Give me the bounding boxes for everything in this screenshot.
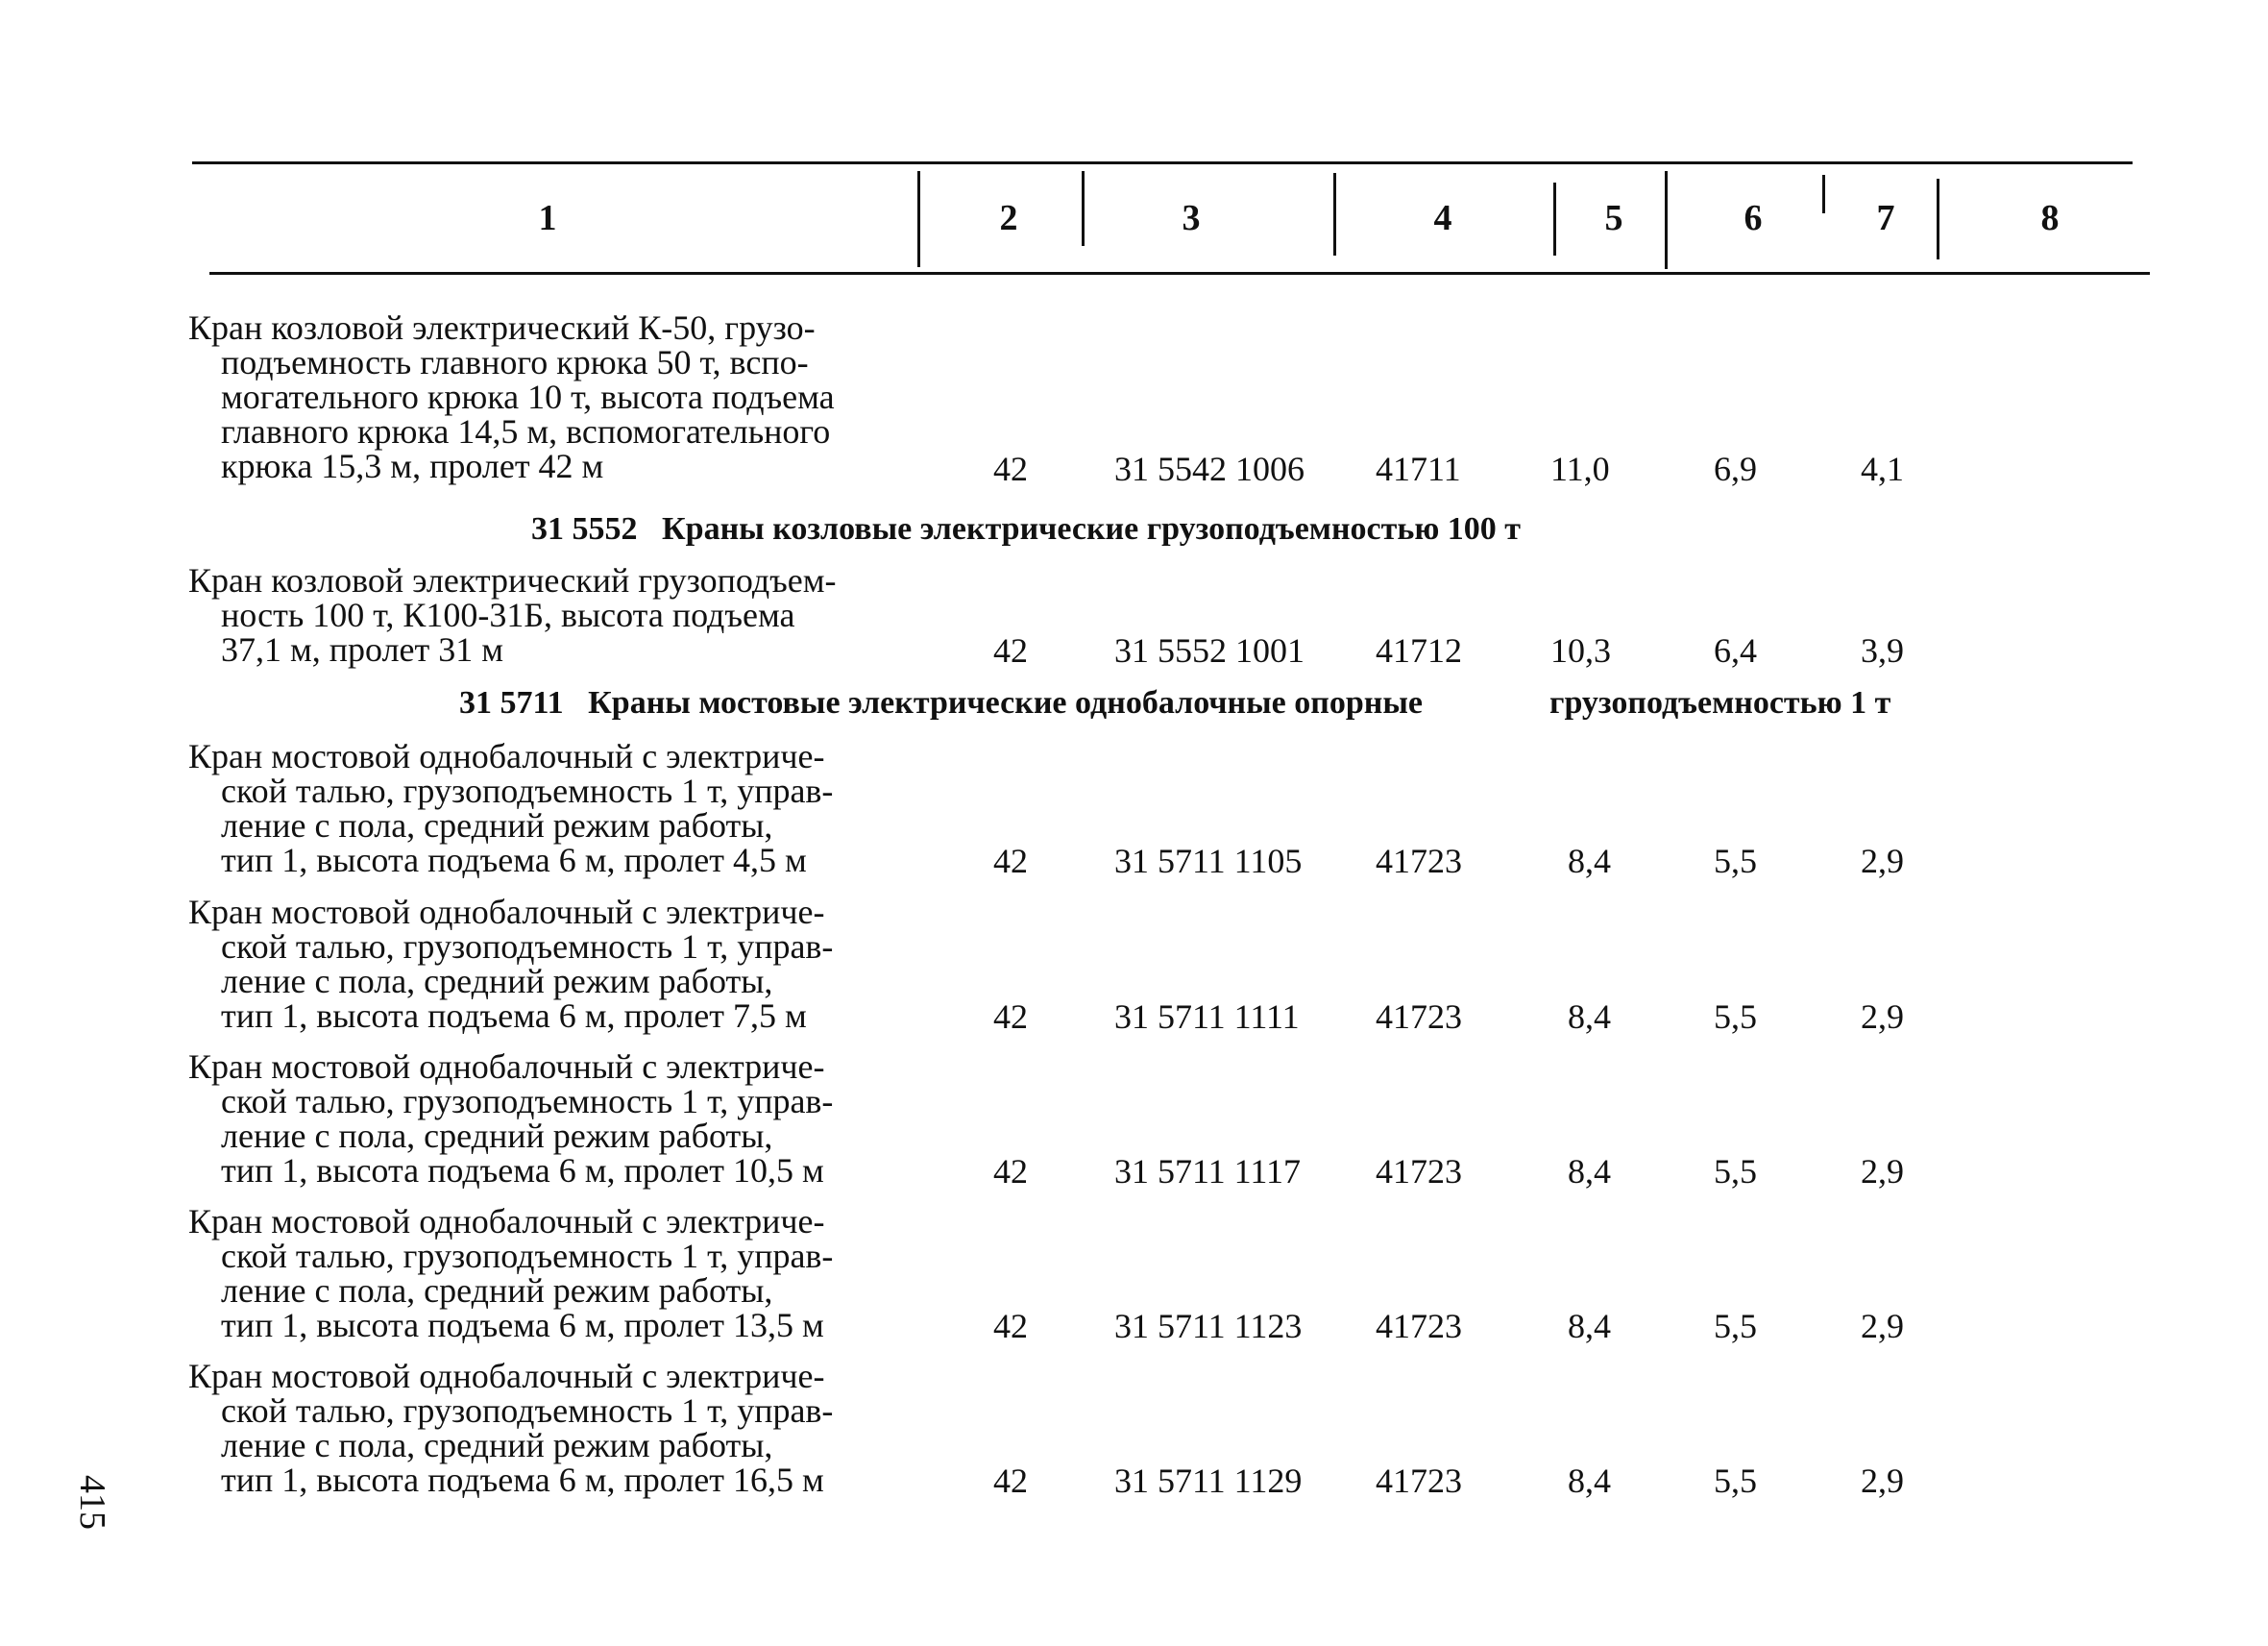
cell-col5: 10,3 <box>1550 631 1611 670</box>
header-bottom-rule <box>209 272 2150 275</box>
desc-line: тип 1, высота подъема 6 м, пролет 10,5 м <box>221 1151 824 1190</box>
cell-col7: 2,9 <box>1861 1307 1904 1345</box>
cell-col6: 5,5 <box>1714 997 1757 1036</box>
desc-line: ской талью, грузоподъемность 1 т, управ- <box>221 772 834 810</box>
row-description <box>188 895 918 1033</box>
desc-line: ление с пола, средний режим работы, <box>221 1117 773 1155</box>
cell-col2: 42 <box>993 631 1028 670</box>
section-code: 31 5711 <box>459 685 564 721</box>
desc-line: крюка 15,3 м, пролет 42 м <box>221 447 604 485</box>
column-divider <box>917 171 920 267</box>
section-title: Краны козловые электрические грузоподъемностью 100 т <box>662 511 1522 547</box>
cell-col7: 2,9 <box>1861 997 1904 1036</box>
header-top-rule <box>192 161 2133 164</box>
desc-line: ской талью, грузоподъемность 1 т, управ- <box>221 1391 834 1430</box>
cell-col7: 3,9 <box>1861 631 1904 670</box>
cell-col4: 41723 <box>1376 1152 1462 1191</box>
row-description <box>188 563 918 667</box>
section-heading <box>459 685 1423 722</box>
cell-col6: 5,5 <box>1714 842 1757 880</box>
cell-col2: 42 <box>993 1307 1028 1345</box>
desc-line: ской талью, грузоподъемность 1 т, управ- <box>221 927 834 966</box>
header-col-3: 3 <box>1182 198 1201 238</box>
row-description <box>188 1204 918 1342</box>
cell-col4: 41723 <box>1376 1307 1462 1345</box>
cell-col7: 2,9 <box>1861 1462 1904 1500</box>
desc-line: ской талью, грузоподъемность 1 т, управ- <box>221 1237 834 1275</box>
column-divider <box>1822 175 1825 213</box>
cell-col5: 8,4 <box>1568 1152 1611 1191</box>
row-description <box>188 1359 918 1497</box>
desc-line: ской талью, грузоподъемность 1 т, управ- <box>221 1082 834 1120</box>
column-divider <box>1082 171 1085 246</box>
cell-col3: 31 5711 1117 <box>1114 1152 1301 1191</box>
header-col-7: 7 <box>1876 198 1895 238</box>
cell-col6: 5,5 <box>1714 1307 1757 1345</box>
header-col-6: 6 <box>1744 198 1763 238</box>
cell-col7: 2,9 <box>1861 842 1904 880</box>
section-title: Краны мостовые электрические однобалочные опорные <box>588 685 1423 721</box>
column-divider <box>1937 179 1939 259</box>
desc-line: тип 1, высота подъема 6 м, пролет 16,5 м <box>221 1461 824 1499</box>
cell-col3: 31 5711 1111 <box>1114 997 1300 1036</box>
cell-col7: 4,1 <box>1861 450 1904 488</box>
cell-col6: 5,5 <box>1714 1462 1757 1500</box>
cell-col5: 8,4 <box>1568 1462 1611 1500</box>
cell-col6: 5,5 <box>1714 1152 1757 1191</box>
cell-col5: 8,4 <box>1568 842 1611 880</box>
row-description <box>188 739 918 877</box>
cell-col5: 11,0 <box>1550 450 1610 488</box>
column-divider <box>1665 171 1668 269</box>
cell-col3: 31 5552 1001 <box>1114 631 1305 670</box>
desc-line: ность 100 т, К100-31Б, высота подъема <box>221 596 795 634</box>
header-col-4: 4 <box>1433 198 1452 238</box>
desc-line: ление с пола, средний режим работы, <box>221 1271 773 1310</box>
cell-col3: 31 5711 1123 <box>1114 1307 1303 1345</box>
cell-col3: 31 5542 1006 <box>1114 450 1305 488</box>
row-description <box>188 310 918 483</box>
header-col-2: 2 <box>999 198 1018 238</box>
column-divider <box>1333 173 1336 256</box>
desc-line: могательного крюка 10 т, высота подъема <box>221 378 835 416</box>
row-description <box>188 1049 918 1188</box>
cell-col2: 42 <box>993 1152 1028 1191</box>
desc-line: Кран козловой электрический К-50, грузо- <box>188 308 816 347</box>
section-title-cont: грузоподъемностью 1 т <box>1549 685 1891 721</box>
cell-col4: 41723 <box>1376 997 1462 1036</box>
desc-line: ление с пола, средний режим работы, <box>221 806 773 845</box>
section-heading <box>531 511 1521 548</box>
desc-line: Кран мостовой однобалочный с электриче- <box>188 1047 825 1086</box>
cell-col2: 42 <box>993 450 1028 488</box>
desc-line: тип 1, высота подъема 6 м, пролет 13,5 м <box>221 1306 824 1344</box>
cell-col5: 8,4 <box>1568 1307 1611 1345</box>
cell-col2: 42 <box>993 997 1028 1036</box>
cell-col4: 41723 <box>1376 1462 1462 1500</box>
desc-line: Кран мостовой однобалочный с электриче- <box>188 893 825 931</box>
cell-col6: 6,4 <box>1714 631 1757 670</box>
desc-line: Кран мостовой однобалочный с электриче- <box>188 1202 825 1241</box>
desc-line: ление с пола, средний режим работы, <box>221 962 773 1000</box>
cell-col6: 6,9 <box>1714 450 1757 488</box>
header-col-5: 5 <box>1604 198 1623 238</box>
cell-col4: 41712 <box>1376 631 1462 670</box>
desc-line: ление с пола, средний режим работы, <box>221 1426 773 1464</box>
section-code: 31 5552 <box>531 511 638 547</box>
desc-line: Кран мостовой однобалочный с электриче- <box>188 737 825 775</box>
header-col-8: 8 <box>2040 198 2060 238</box>
desc-line: 37,1 м, пролет 31 м <box>221 630 504 669</box>
cell-col5: 8,4 <box>1568 997 1611 1036</box>
cell-col3: 31 5711 1129 <box>1114 1462 1303 1500</box>
desc-line: подъемность главного крюка 50 т, вспо- <box>221 343 809 381</box>
column-divider <box>1553 183 1556 256</box>
cell-col4: 41723 <box>1376 842 1462 880</box>
desc-line: тип 1, высота подъема 6 м, пролет 7,5 м <box>221 996 807 1035</box>
desc-line: главного крюка 14,5 м, вспомогательного <box>221 412 831 451</box>
cell-col4: 41711 <box>1376 450 1461 488</box>
desc-line: Кран козловой электрический грузоподъем- <box>188 561 837 600</box>
cell-col7: 2,9 <box>1861 1152 1904 1191</box>
cell-col2: 42 <box>993 842 1028 880</box>
desc-line: тип 1, высота подъема 6 м, пролет 4,5 м <box>221 841 807 879</box>
cell-col3: 31 5711 1105 <box>1114 842 1303 880</box>
cell-col2: 42 <box>993 1462 1028 1500</box>
page-number: 415 <box>72 1475 112 1530</box>
desc-line: Кран мостовой однобалочный с электриче- <box>188 1357 825 1395</box>
header-col-1: 1 <box>538 198 557 238</box>
